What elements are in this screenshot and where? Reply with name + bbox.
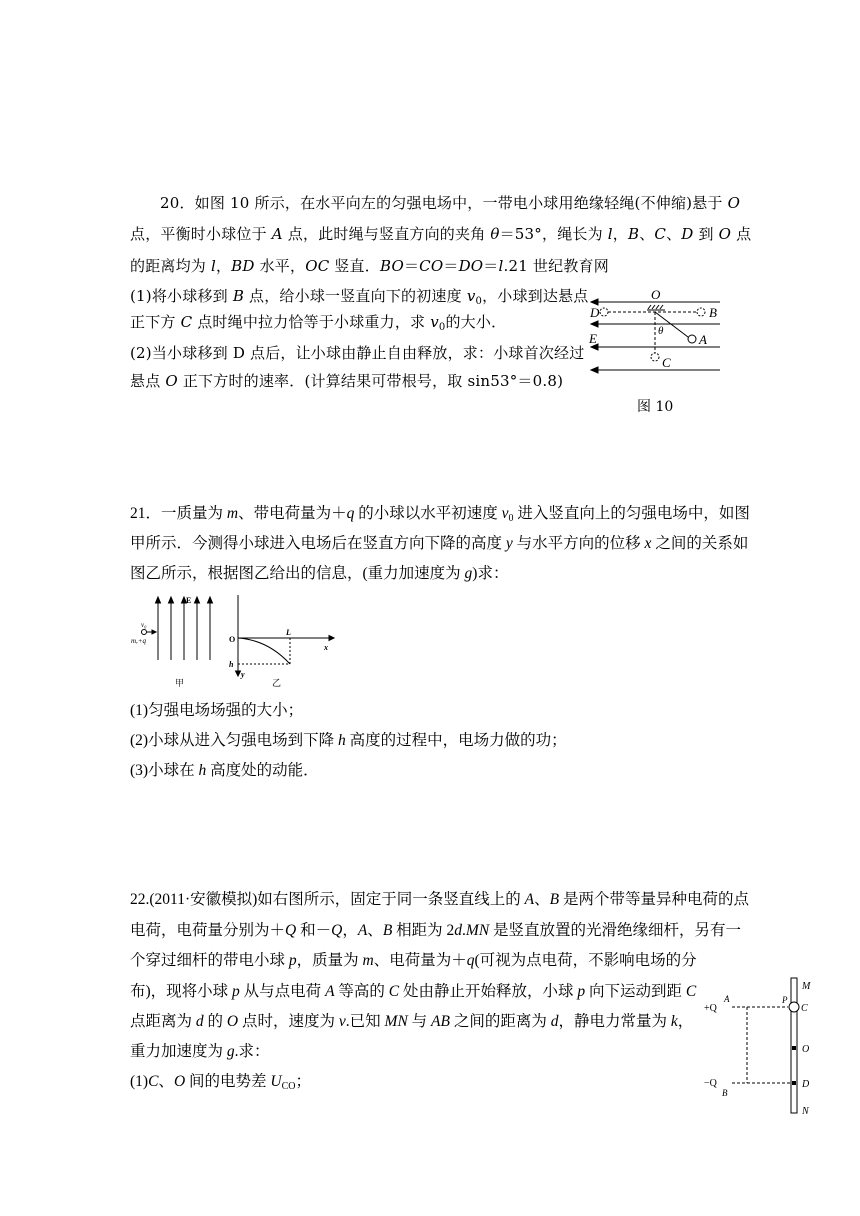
label-o: O xyxy=(651,287,661,302)
q21-sub-3: (3)小球在 h 高度处的动能． xyxy=(130,762,319,779)
q22-figure xyxy=(700,972,830,1122)
q20-line-5: 正下方 C 点时绳中拉力恰等于小球重力，求 $v_0$的大小． xyxy=(130,313,507,333)
label-o: O xyxy=(802,1044,810,1055)
label-a: A xyxy=(699,332,707,347)
q20-line-3: 的距离均为 l，BD 水平，OC 竖直．BO＝CO＝DO＝l.21 世纪教育网 xyxy=(130,257,609,275)
q21-line-2: 甲所示．今测得小球进入电场后在竖直方向下降的高度 y 与水平方向的位移 x 之间的关系如 xyxy=(130,535,749,552)
label-e: E xyxy=(186,596,192,605)
label-plus-q: +Q xyxy=(704,1003,717,1014)
ball-icon xyxy=(142,630,147,635)
rod-mn xyxy=(791,978,797,1113)
q22-line-6: 重力加速度为 g.求： xyxy=(130,1043,270,1060)
q20-figure-caption: 图 10 xyxy=(637,399,674,415)
label-c: C xyxy=(662,355,671,370)
q22-line-1: 22.(2011·安徽模拟)如右图所示，固定于同一条竖直线上的 A、B 是两个带等量异种电荷的点 xyxy=(130,891,750,908)
ball-d xyxy=(600,308,608,316)
q21-figure xyxy=(128,592,343,687)
label-x: x xyxy=(324,643,328,652)
point-d xyxy=(792,1081,796,1085)
label-b: B xyxy=(722,1088,728,1098)
ball-b xyxy=(697,308,705,316)
q21-line-3: 图乙所示，根据图乙给出的信息，(重力加速度为 g)求： xyxy=(130,565,509,582)
ball-c xyxy=(651,353,659,361)
label-d: D xyxy=(802,1079,810,1090)
q22-line-4: 布)，现将小球 p 从与点电荷 A 等高的 C 处由静止开始释放，小球 p 向下运动到距 C xyxy=(130,983,697,1000)
ball-a xyxy=(688,335,696,343)
label-e: E xyxy=(589,331,597,346)
e-arrow-icon xyxy=(208,597,213,603)
label-c: C xyxy=(801,1003,808,1014)
label-mq: m,+q xyxy=(131,637,147,645)
hatch xyxy=(648,305,651,309)
q20-line-7: 悬点 O 正下方时的速率．(计算结果可带根号，取 sin53°＝0.8) xyxy=(130,372,564,390)
q20-line-4: (1)将小球移到 B 点，给小球一竖直向下的初速度 $v_0$，小球到达悬点 xyxy=(130,287,589,307)
e-arrow-icon xyxy=(156,597,161,603)
label-theta: θ xyxy=(658,325,664,337)
q22-line-2: 电荷，电荷量分别为＋Q 和－Q，A、B 相距为 2d.MN 是竖直放置的光滑绝缘细杆，另有一 xyxy=(130,922,742,939)
field-arrow-icon xyxy=(591,367,598,373)
q20-line-6: (2)当小球移到 D 点后，让小球由静止自由释放，求：小球首次经过 xyxy=(130,344,585,362)
label-b: B xyxy=(709,305,717,320)
q20-line-1: 20．如图 10 所示，在水平向左的匀强电场中，一带电小球用绝缘轻绳(不伸缩)悬于 O xyxy=(160,194,741,212)
label-v0: v₀ xyxy=(141,621,147,629)
y-arrow-icon xyxy=(236,671,241,676)
field-arrow-icon xyxy=(591,321,598,327)
point-o xyxy=(792,1046,796,1050)
label-minus-q: −Q xyxy=(704,1078,717,1089)
q21-line-1: 21．一质量为 m、带电荷量为＋q 的小球以水平初速度 $v_0$ 进入竖直向上的匀强电场中，如图 xyxy=(130,505,750,524)
q22-line-3: 个穿过细杆的带电小球 p，质量为 m、电荷量为＋q(可视为点电荷，不影响电场的分 xyxy=(130,952,697,969)
q21-sub-2: (2)小球从进入匀强电场到下降 h 高度的过程中，电场力做的功； xyxy=(130,732,567,749)
e-arrow-icon xyxy=(169,597,174,603)
label-n: N xyxy=(802,1106,809,1117)
label-y: y xyxy=(241,670,245,679)
label-a: A xyxy=(724,994,730,1004)
x-arrow-icon xyxy=(329,636,334,641)
label-d: D xyxy=(590,305,600,320)
label-yi: 乙 xyxy=(272,678,282,687)
label-jia: 甲 xyxy=(175,678,185,687)
q22-line-5: 点距离为 d 的 O 点时，速度为 v.已知 MN 与 AB 之间的距离为 d，静电力常量为 k， xyxy=(130,1013,694,1030)
q21-sub-1: (1)匀强电场场强的大小； xyxy=(130,702,304,719)
label-o: O xyxy=(229,635,236,644)
label-h: h xyxy=(229,660,234,669)
label-m: M xyxy=(802,981,811,992)
trajectory-curve xyxy=(238,638,290,664)
e-arrow-icon xyxy=(195,597,200,603)
label-p: P xyxy=(782,995,788,1005)
q22-line-7: (1)C、O 间的电势差 $U_{CO}$； xyxy=(130,1073,312,1092)
label-l: L xyxy=(286,628,291,637)
ball-p xyxy=(789,1002,799,1012)
q20-line-2: 点，平衡时小球位于 A 点，此时绳与竖直方向的夹角 θ＝53°，绳长为 l，B、C、D 到 O 点 xyxy=(130,225,752,243)
q20-figure xyxy=(585,282,730,382)
